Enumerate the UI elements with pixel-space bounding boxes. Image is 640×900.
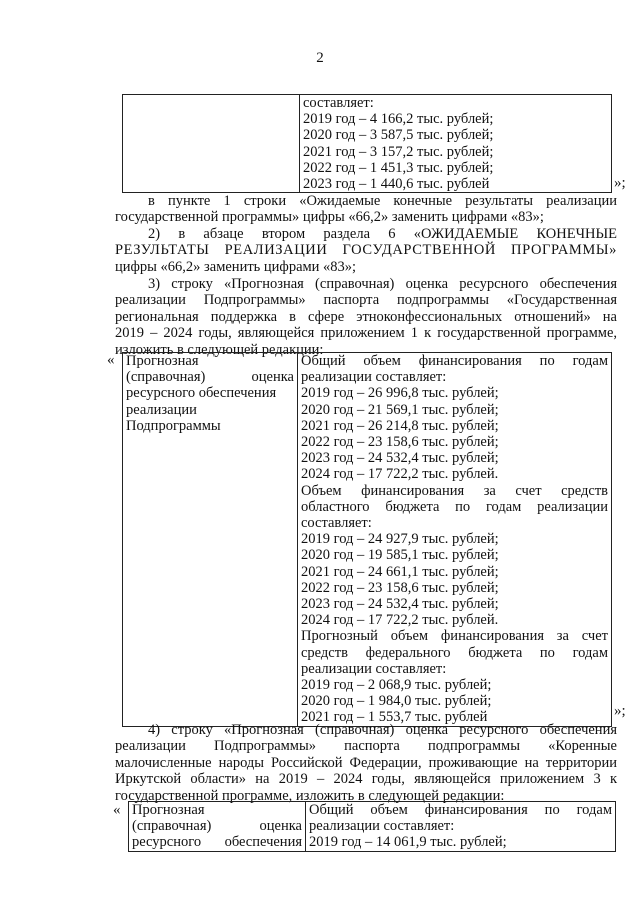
table1-line: 2019 год – 4 166,2 тыс. рублей;	[303, 111, 494, 128]
table2-right-line: Объем финансирования за счет средств	[301, 482, 608, 499]
table2-right-line: составляет:	[301, 515, 372, 532]
table2-right-line: 2024 год – 17 722,2 тыс. рублей.	[301, 612, 499, 629]
table2-right-line: 2020 год – 19 585,1 тыс. рублей;	[301, 547, 499, 564]
table3-left-line: (справочная) оценка	[132, 818, 302, 835]
table2-right-line: 2020 год – 1 984,0 тыс. рублей;	[301, 693, 492, 710]
table2-right-line: 2019 год – 24 927,9 тыс. рублей;	[301, 531, 499, 548]
table2-right-line: 2021 год – 26 214,8 тыс. рублей;	[301, 417, 499, 434]
paragraph-line: региональная поддержка в сфере этноконфессиональных отношений» на	[115, 308, 617, 325]
opening-quote: «	[113, 802, 121, 818]
table2-right-line: средств федерального бюджета по годам	[301, 644, 608, 661]
paragraph-line: реализации Подпрограммы» паспорта подпрограммы «Коренные	[115, 738, 617, 755]
table2-right-line: 2019 год – 26 996,8 тыс. рублей;	[301, 385, 499, 402]
paragraph-4	[115, 722, 617, 804]
table3-left-line: ресурсного обеспечения	[132, 834, 302, 851]
table2-right-line: 2020 год – 21 569,1 тыс. рублей;	[301, 401, 499, 418]
opening-quote: «	[107, 352, 115, 368]
table1-right-cell	[300, 95, 612, 193]
table2-left-line: ресурсного обеспечения	[126, 385, 277, 402]
table2-right-line: 2024 год – 17 722,2 тыс. рублей.	[301, 466, 499, 483]
paragraph-line: 4) строку «Прогнозная (справочная) оценка ресурсного обеспечения	[148, 722, 617, 738]
table2-left-line: (справочная) оценка	[126, 369, 294, 386]
paragraph-line: малочисленные народы Российской Федерации, проживающие на территории	[115, 754, 617, 771]
paragraph-line: 2) в абзаце втором раздела 6 «ОЖИДАЕМЫЕ КОНЕЧНЫЕ	[148, 226, 617, 242]
table2-right-line: Прогнозный объем финансирования за счет	[301, 628, 608, 645]
table2-left-line: реализации	[126, 401, 197, 418]
table2-right-line: 2023 год – 24 532,4 тыс. рублей;	[301, 596, 499, 613]
paragraph-line: Иркутской области» на 2019 – 2024 годы, являющейся приложением 3 к	[115, 771, 617, 788]
table2-left-line: Прогнозная	[126, 353, 199, 369]
table2-right-line: Общий объем финансирования по годам	[301, 353, 608, 369]
paragraph-3	[115, 276, 617, 358]
table1-left-cell	[123, 95, 300, 193]
table2-right-line: реализации составляет:	[301, 660, 447, 677]
table1-line: 2022 год – 1 451,3 тыс. рублей;	[303, 159, 494, 176]
table2-left-cell	[123, 353, 298, 727]
table1-line: составляет:	[303, 95, 374, 111]
table2-right-line: 2022 год – 23 158,6 тыс. рублей;	[301, 434, 499, 451]
closing-quote: »;	[614, 175, 626, 191]
paragraph-line: реализации Подпрограммы» паспорта подпрограммы «Государственная	[115, 292, 617, 309]
table3-right-line: Общий объем финансирования по годам	[309, 802, 612, 818]
table1-line: 2023 год – 1 440,6 тыс. рублей	[303, 176, 490, 193]
paragraph-line: 3) строку «Прогнозная (справочная) оценка ресурсного обеспечения	[148, 276, 617, 292]
closing-quote: »;	[614, 703, 626, 719]
table2-right-line: реализации составляет:	[301, 369, 447, 386]
table2-right-line: 2023 год – 24 532,4 тыс. рублей;	[301, 450, 499, 467]
table2-right-line: областного бюджета по годам реализации	[301, 498, 608, 515]
table3-right-line: реализации составляет:	[309, 818, 455, 835]
paragraph-line: 2019 – 2024 годы, являющейся приложением 1 к государственной программе,	[115, 325, 617, 342]
table3-right-cell	[306, 802, 616, 852]
table-continuation	[122, 94, 612, 193]
paragraph-line: в пункте 1 строки «Ожидаемые конечные результаты реализации	[148, 193, 617, 209]
paragraph-line: государственной программе, изложить в следующей редакции:	[115, 787, 505, 804]
table2-left-line: Подпрограммы	[126, 417, 221, 434]
paragraph-1	[115, 193, 617, 226]
table3-left-cell	[129, 802, 306, 852]
page-number: 2	[316, 50, 324, 66]
table2-right-line: 2021 год – 24 661,1 тыс. рублей;	[301, 563, 499, 580]
paragraph-line: государственной программы» цифры «66,2» заменить цифрами «83»;	[115, 209, 544, 226]
table2-right-line: 2021 год – 1 553,7 тыс. рублей	[301, 709, 488, 726]
table2-right-line: 2019 год – 2 068,9 тыс. рублей;	[301, 677, 492, 694]
paragraph-line: РЕЗУЛЬТАТЫ РЕАЛИЗАЦИИ ГОСУДАРСТВЕННОЙ ПРОГРАММЫ»	[115, 242, 617, 259]
paragraph-2	[115, 226, 617, 275]
table1-line: 2020 год – 3 587,5 тыс. рублей;	[303, 127, 494, 144]
table2-right-line: 2022 год – 23 158,6 тыс. рублей;	[301, 579, 499, 596]
table3-right-line: 2019 год – 14 061,9 тыс. рублей;	[309, 834, 507, 851]
table-resource-estimate-1	[122, 352, 612, 727]
table1-line: 2021 год – 3 157,2 тыс. рублей;	[303, 143, 494, 160]
table3-left-line: Прогнозная	[132, 802, 205, 818]
table-resource-estimate-2	[128, 801, 616, 852]
paragraph-line: изложить в следующей редакции:	[115, 341, 324, 358]
table2-right-cell	[298, 353, 612, 727]
paragraph-line: цифры «66,2» заменить цифрами «83»;	[115, 258, 357, 275]
